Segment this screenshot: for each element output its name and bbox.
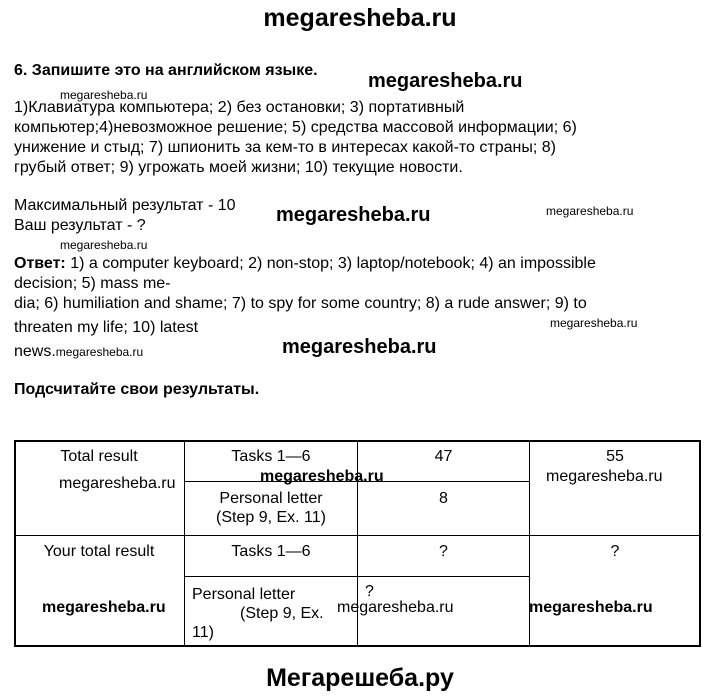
footer-site-name[interactable]: Мегарешеба.ру (266, 664, 454, 692)
watermark: megaresheba.ru (260, 468, 384, 485)
watermark: megaresheba.ru (546, 204, 634, 218)
personal-letter-label (185, 489, 357, 527)
watermark: megaresheba.ru (276, 204, 431, 226)
answer-line (14, 342, 143, 362)
personal-letter-line: Personal letter (219, 490, 323, 507)
task-line: 1)Клавиатура компьютера; 2) без остановки; 3) портативный (14, 99, 465, 116)
answer-line (14, 254, 596, 274)
total-result-label: Total result (60, 448, 138, 465)
watermark: megaresheba.ru (60, 88, 148, 102)
your-tasks-label: Tasks 1—6 (231, 543, 311, 560)
your-score: Ваш результат - ? (14, 217, 146, 234)
tasks-score: 47 (434, 448, 453, 465)
tasks-label: Tasks 1—6 (231, 448, 311, 465)
watermark: megaresheba.ru (550, 316, 638, 330)
watermark: megaresheba.ru (368, 70, 523, 92)
results-heading: Подсчитайте свои результаты. (14, 381, 260, 398)
task-heading: 6. Запишите это на английском языке. (14, 62, 318, 79)
your-letter-line: Personal letter (192, 586, 296, 603)
answer-text: 1) a computer keyboard; 2) non-stop; 3) laptop/notebook; 4) an impossible (65, 255, 596, 272)
watermark: megaresheba.ru (55, 345, 144, 359)
your-total-label: Your total result (43, 543, 155, 560)
your-letter-line: 11) (192, 624, 214, 641)
watermark: megaresheba.ru (529, 599, 653, 616)
answer-line: decision; 5) mass me- (14, 275, 171, 292)
results-table (14, 440, 701, 647)
watermark: megaresheba.ru (546, 468, 663, 485)
your-letter-line: (Step 9, Ex. (240, 605, 324, 622)
letter-score: 8 (439, 490, 448, 507)
total-score: 55 (606, 448, 624, 465)
watermark: megaresheba.ru (60, 238, 148, 252)
site-header[interactable]: megaresheba.ru (263, 4, 457, 32)
watermark: megaresheba.ru (337, 599, 454, 616)
task-line: компьютер;4)невозможное решение; 5) средства массовой информации; 6) (14, 119, 577, 136)
answer-line: threaten my life; 10) latest (14, 319, 199, 336)
watermark: megaresheba.ru (282, 336, 437, 358)
your-letter-score: ? (365, 583, 374, 600)
your-total-score: ? (610, 543, 620, 560)
max-score: Максимальный результат - 10 (14, 197, 236, 214)
personal-letter-line: (Step 9, Ex. 11) (216, 509, 326, 526)
answer-line: dia; 6) humiliation and shame; 7) to spy for some country; 8) a rude answer; 9) to (14, 295, 587, 312)
your-tasks-score: ? (439, 543, 448, 560)
task-line: грубый ответ; 9) угрожать моей жизни; 10) текущие новости. (14, 159, 463, 176)
answer-label: Ответ: (14, 255, 66, 272)
answer-text: news. (14, 343, 56, 360)
watermark: megaresheba.ru (42, 599, 166, 616)
task-line: унижение и стыд; 7) шпионить за кем-то в интересах какой-то страны; 8) (14, 139, 556, 156)
watermark: megaresheba.ru (59, 475, 176, 492)
